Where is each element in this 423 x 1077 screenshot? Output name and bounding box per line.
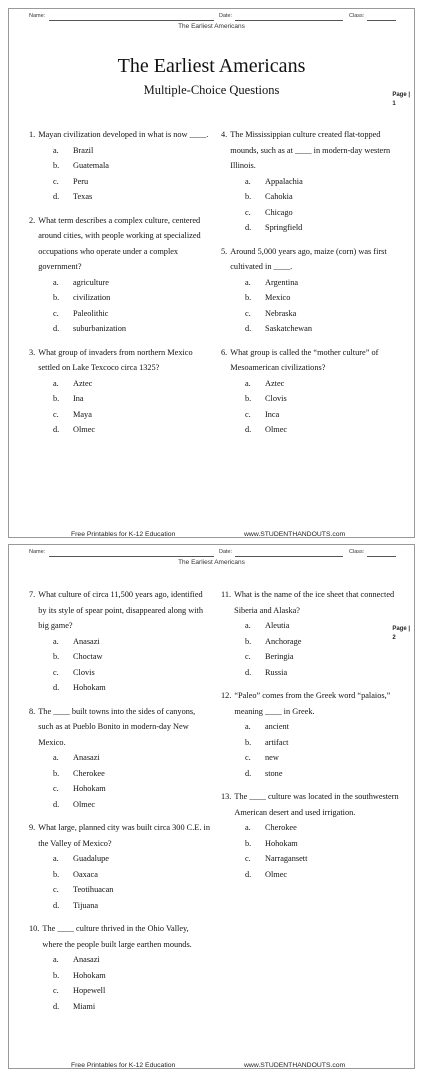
left-column — [29, 587, 211, 1022]
question-stem — [221, 789, 403, 820]
answer-option — [29, 275, 211, 291]
option-text: Hopewell — [73, 986, 106, 995]
option-letter: c. — [245, 308, 251, 318]
answer-option — [221, 376, 403, 392]
option-list — [221, 376, 403, 438]
option-letter: c. — [53, 986, 59, 995]
answer-option — [221, 275, 403, 291]
answer-option — [221, 306, 403, 322]
option-letter: a. — [245, 823, 251, 832]
date-blank — [235, 20, 343, 21]
question-item — [221, 345, 403, 438]
question-item — [29, 127, 211, 205]
answer-option — [221, 766, 403, 782]
option-letter: b. — [53, 970, 60, 980]
answer-option — [29, 781, 211, 797]
question-number: 6. — [221, 347, 228, 357]
option-text: Ina — [73, 394, 84, 403]
answer-option — [29, 882, 211, 898]
option-text: Nebraska — [265, 308, 297, 318]
answer-option — [29, 851, 211, 867]
answer-option — [29, 952, 211, 968]
option-letter: a. — [53, 753, 59, 762]
answer-option — [29, 189, 211, 205]
class-blank — [367, 556, 396, 557]
question-number: 7. — [29, 590, 36, 599]
footer-left: Free Printables for K-12 Education — [71, 1062, 176, 1069]
option-letter: d. — [245, 667, 252, 677]
answer-option — [221, 649, 403, 665]
class-label: Class: — [349, 13, 365, 19]
question-text: The ____ culture thrived in the Ohio Valley, where the people built large earthen mounds. — [42, 924, 192, 949]
option-text: stone — [265, 768, 283, 778]
option-text: Cherokee — [73, 768, 105, 778]
name-label: Name: — [29, 549, 46, 555]
question-stem — [29, 587, 211, 634]
option-text: Beringia — [265, 652, 294, 661]
answer-option — [29, 983, 211, 999]
option-letter: a. — [245, 277, 251, 287]
option-text: Guadalupe — [73, 854, 109, 863]
option-letter: b. — [245, 737, 252, 747]
right-column — [221, 587, 403, 890]
option-text: Maya — [73, 409, 92, 419]
option-list — [221, 174, 403, 236]
worksheet-page-1 — [8, 8, 415, 538]
option-text: Argentina — [265, 277, 299, 287]
answer-option — [221, 750, 403, 766]
answer-option — [221, 174, 403, 190]
question-number: 5. — [221, 246, 228, 256]
question-stem — [29, 213, 211, 275]
option-letter: b. — [245, 394, 252, 403]
option-letter: a. — [53, 955, 59, 964]
question-number: 9. — [29, 823, 36, 832]
option-letter: d. — [245, 324, 252, 333]
answer-option — [221, 851, 403, 867]
page-header — [29, 13, 394, 23]
question-stem — [29, 704, 211, 751]
page-header — [29, 549, 394, 559]
question-number: 11. — [221, 590, 232, 599]
question-stem — [221, 127, 403, 174]
answer-option — [29, 158, 211, 174]
option-text: civilization — [73, 293, 111, 302]
class-blank — [367, 20, 396, 21]
option-text: Peru — [73, 176, 89, 186]
footer-right: www.STUDENTHANDOUTS.com — [244, 1062, 346, 1069]
option-text: Aleutia — [265, 621, 290, 630]
question-text: Mayan civilization developed in what is now ____. — [38, 130, 209, 139]
option-text: Aztec — [265, 378, 285, 388]
answer-option — [221, 290, 403, 306]
option-text: Clovis — [73, 667, 95, 677]
option-text: Choctaw — [73, 652, 103, 661]
option-letter: a. — [53, 636, 59, 646]
answer-option — [221, 867, 403, 883]
question-number: 2. — [29, 215, 36, 225]
option-letter: d. — [53, 799, 60, 809]
question-number: 12. — [221, 691, 232, 700]
class-label: Class: — [349, 549, 365, 555]
option-letter: b. — [53, 161, 60, 170]
date-blank — [235, 556, 343, 557]
answer-option — [29, 766, 211, 782]
left-column — [29, 127, 211, 446]
option-letter: b. — [245, 636, 252, 646]
answer-option — [29, 391, 211, 407]
question-stem — [29, 820, 211, 851]
option-letter: c. — [245, 753, 251, 762]
answer-option — [29, 290, 211, 306]
footer-right: www.STUDENTHANDOUTS.com — [244, 531, 346, 538]
answer-option — [29, 665, 211, 681]
name-blank — [49, 556, 214, 557]
option-text: Hohokam — [73, 970, 106, 980]
option-text: Olmec — [265, 869, 288, 879]
answer-option — [221, 205, 403, 221]
answer-option — [221, 665, 403, 681]
option-text: Guatemala — [73, 161, 109, 170]
option-text: artifact — [265, 737, 289, 747]
option-list — [221, 618, 403, 680]
question-text: What group is called the “mother culture” of Mesoamerican civilizations? — [230, 347, 379, 372]
answer-option — [29, 999, 211, 1015]
question-text: What culture of circa 11,500 years ago, identified by its style of spear point, disappeared along with big game? — [38, 590, 203, 630]
answer-option — [29, 634, 211, 650]
option-text: Olmec — [73, 425, 96, 434]
option-text: Cherokee — [265, 823, 297, 832]
option-list — [29, 851, 211, 913]
option-letter: d. — [53, 683, 60, 692]
question-number: 10. — [29, 924, 40, 933]
question-item — [29, 213, 211, 337]
option-text: Narragansett — [265, 854, 308, 863]
option-text: Saskatchewan — [265, 324, 312, 333]
option-text: Teotihuacan — [73, 885, 114, 894]
option-text: Russia — [265, 667, 288, 677]
option-letter: d. — [53, 324, 60, 333]
question-stem — [221, 587, 403, 618]
question-item — [221, 587, 403, 680]
option-list — [221, 719, 403, 781]
page-title: The Earliest Americans — [117, 55, 306, 77]
option-text: Olmec — [265, 425, 288, 434]
option-text: Anasazi — [73, 636, 100, 646]
answer-option — [221, 634, 403, 650]
option-letter: c. — [245, 409, 251, 419]
page-subtitle: Multiple-Choice Questions — [143, 83, 280, 97]
option-letter: b. — [53, 394, 60, 403]
question-item — [29, 921, 211, 1014]
option-text: Texas — [73, 192, 93, 201]
answer-option — [29, 407, 211, 423]
answer-option — [29, 174, 211, 190]
option-text: Cahokia — [265, 192, 293, 201]
option-letter: b. — [53, 869, 60, 879]
option-list — [29, 143, 211, 205]
option-letter: c. — [53, 885, 59, 894]
answer-option — [29, 143, 211, 159]
answer-option — [221, 618, 403, 634]
option-letter: d. — [245, 869, 252, 879]
option-letter: c. — [245, 652, 251, 661]
question-text: The Mississippian culture created flat-topped mounds, such as at ____ in modern-day western Illinois. — [230, 130, 391, 170]
answer-option — [29, 968, 211, 984]
answer-option — [29, 376, 211, 392]
option-text: Tijuana — [73, 900, 99, 910]
name-blank — [49, 20, 214, 21]
question-text: The ____ built towns into the sides of canyons, such as at Pueblo Bonito in modern-day New Mexico. — [38, 706, 196, 747]
question-stem — [29, 345, 211, 376]
option-list — [29, 750, 211, 812]
answer-option — [221, 719, 403, 735]
answer-option — [29, 898, 211, 914]
question-item — [29, 820, 211, 913]
question-item — [221, 688, 403, 781]
answer-option — [221, 220, 403, 236]
option-letter: a. — [53, 277, 59, 287]
option-letter: c. — [53, 176, 59, 186]
option-letter: a. — [53, 378, 59, 388]
option-letter: c. — [245, 207, 251, 217]
option-letter: d. — [245, 425, 252, 434]
option-text: Mexico — [265, 293, 291, 302]
question-text: Around 5,000 years ago, maize (corn) was first cultivated in ____. — [230, 246, 387, 271]
option-text: Appalachia — [265, 176, 303, 186]
option-text: Oaxaca — [73, 869, 98, 879]
option-letter: a. — [245, 722, 251, 731]
option-letter: b. — [53, 293, 60, 302]
answer-option — [221, 391, 403, 407]
question-text: What large, planned city was built circa 300 C.E. in the Valley of Mexico? — [38, 823, 210, 848]
option-text: Springfield — [265, 223, 303, 232]
option-list — [29, 376, 211, 438]
option-text: Hohokam — [73, 683, 106, 692]
option-letter: a. — [245, 176, 251, 186]
question-stem — [221, 688, 403, 719]
option-text: agriculture — [73, 277, 109, 287]
answer-option — [221, 836, 403, 852]
answer-option — [221, 820, 403, 836]
answer-option — [221, 407, 403, 423]
answer-option — [221, 321, 403, 337]
option-letter: d. — [245, 223, 252, 232]
option-text: Miami — [73, 1001, 96, 1011]
question-number: 3. — [29, 347, 36, 357]
page-number: Page | 1 — [392, 92, 410, 107]
answer-option — [29, 649, 211, 665]
option-text: Clovis — [265, 394, 287, 403]
option-list — [221, 820, 403, 882]
answer-option — [29, 422, 211, 438]
answer-option — [29, 750, 211, 766]
option-letter: c. — [53, 308, 59, 318]
option-text: Anasazi — [73, 955, 100, 964]
option-letter: c. — [53, 784, 59, 793]
answer-option — [221, 189, 403, 205]
question-item — [29, 345, 211, 438]
option-letter: d. — [245, 768, 252, 778]
option-text: Hohokam — [265, 838, 298, 848]
question-text: “Paleo” comes from the Greek word “palaios,” meaning ____ in Greek. — [234, 691, 391, 716]
answer-option — [29, 680, 211, 696]
right-column — [221, 127, 403, 446]
option-letter: a. — [53, 145, 59, 155]
option-letter: d. — [53, 425, 60, 434]
option-letter: c. — [53, 667, 59, 677]
answer-option — [29, 306, 211, 322]
option-list — [29, 275, 211, 337]
answer-option — [29, 797, 211, 813]
date-label: Date: — [219, 13, 233, 19]
header-worksheet-title: The Earliest Americans — [178, 559, 245, 566]
option-letter: b. — [53, 768, 60, 778]
date-label: Date: — [219, 549, 233, 555]
question-item — [221, 244, 403, 337]
option-letter: b. — [53, 652, 60, 661]
option-text: Anchorage — [265, 636, 302, 646]
option-text: Hohokam — [73, 784, 106, 793]
option-text: Brazil — [73, 145, 94, 155]
question-stem — [221, 244, 403, 275]
option-text: Aztec — [73, 378, 93, 388]
option-text: Anasazi — [73, 753, 100, 762]
name-label: Name: — [29, 13, 46, 19]
option-letter: a. — [245, 378, 251, 388]
worksheet-page-2 — [8, 544, 415, 1069]
page-number: Page | 2 — [392, 626, 410, 641]
option-letter: d. — [53, 900, 60, 910]
question-number: 8. — [29, 706, 36, 716]
question-text: What is the name of the ice sheet that connected Siberia and Alaska? — [234, 590, 395, 615]
question-stem — [29, 127, 211, 143]
option-text: Inca — [265, 409, 280, 419]
option-text: Paleolithic — [73, 308, 109, 318]
question-text: What group of invaders from northern Mexico settled on Lake Texcoco circa 1325? — [38, 347, 193, 372]
question-text: The ____ culture was located in the southwestern American desert and used irrigation. — [234, 792, 399, 817]
option-list — [29, 634, 211, 696]
option-list — [221, 275, 403, 337]
option-letter: b. — [245, 293, 252, 302]
option-text: ancient — [265, 722, 289, 731]
question-number: 13. — [221, 792, 232, 801]
option-text: suburbanization — [73, 324, 126, 333]
question-text: What term describes a complex culture, centered around cities, with people working at specialized occupations who operate under a complex government? — [38, 215, 201, 271]
header-worksheet-title: The Earliest Americans — [178, 23, 245, 30]
option-list — [29, 952, 211, 1014]
question-stem — [29, 921, 211, 952]
question-item — [29, 587, 211, 696]
option-text: Olmec — [73, 799, 96, 809]
answer-option — [29, 867, 211, 883]
answer-option — [221, 422, 403, 438]
option-text: Chicago — [265, 207, 293, 217]
option-letter: a. — [53, 854, 59, 863]
question-item — [221, 127, 403, 236]
footer-left: Free Printables for K-12 Education — [71, 531, 176, 538]
option-letter: d. — [53, 1001, 60, 1011]
option-letter: c. — [53, 409, 59, 419]
option-letter: d. — [53, 192, 60, 201]
option-text: new — [265, 753, 279, 762]
option-letter: a. — [245, 621, 251, 630]
answer-option — [221, 735, 403, 751]
question-stem — [221, 345, 403, 376]
question-item — [29, 704, 211, 813]
option-letter: c. — [245, 854, 251, 863]
question-number: 4. — [221, 130, 228, 139]
option-letter: b. — [245, 192, 252, 201]
question-item — [221, 789, 403, 882]
question-number: 1. — [29, 130, 36, 139]
option-letter: b. — [245, 838, 252, 848]
answer-option — [29, 321, 211, 337]
